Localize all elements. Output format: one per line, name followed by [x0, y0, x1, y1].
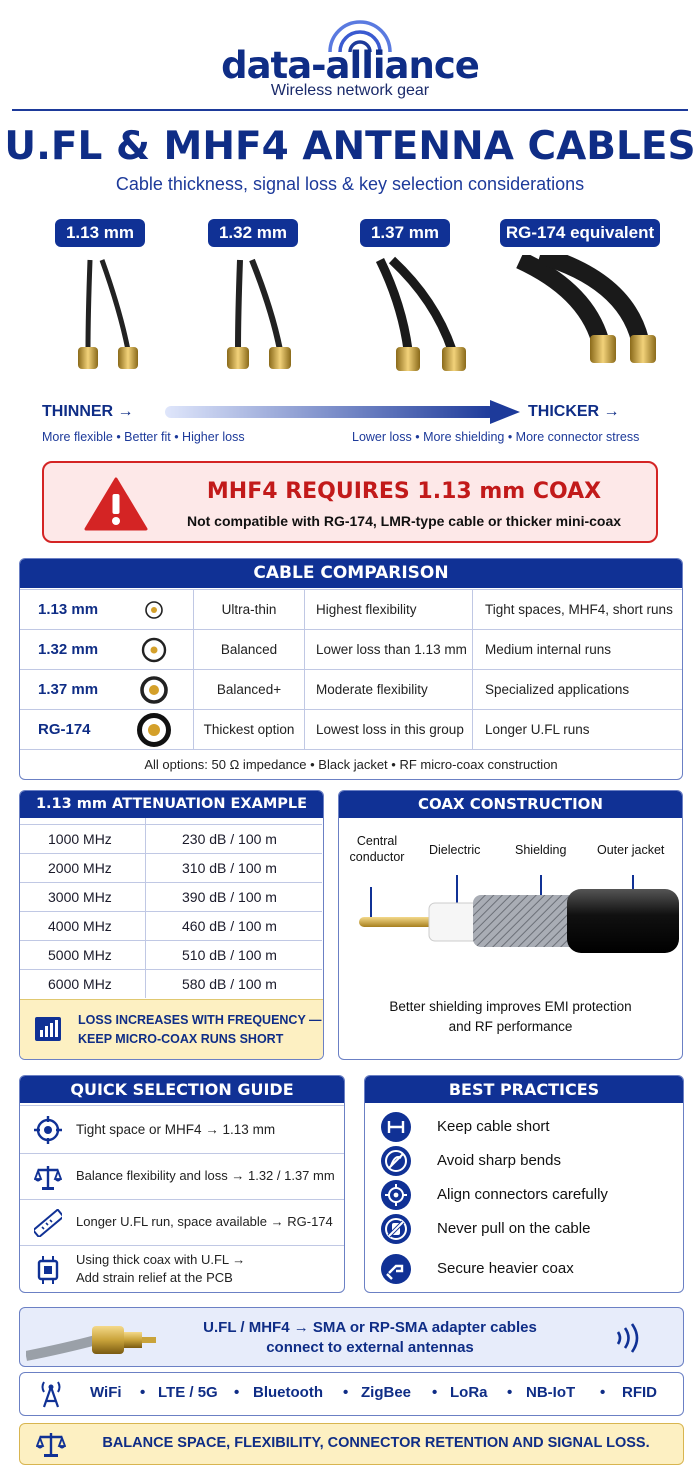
list-item: Never pull on the cable	[365, 1212, 683, 1246]
construction-title: COAX CONSTRUCTION	[339, 791, 682, 818]
warning-text: Not compatible with RG-174, LMR-type cable or thicker mini-coax	[186, 513, 622, 529]
adapter-banner	[19, 1307, 684, 1367]
cable-name: 1.13 mm	[38, 601, 99, 618]
table-row	[20, 589, 682, 629]
footer-text: BALANCE SPACE, FLEXIBILITY, CONNECTOR RETENTION AND SIGNAL LOSS.	[102, 1435, 650, 1451]
antenna-tower-icon	[36, 1379, 66, 1409]
outer-jacket-label: Outer jacket	[597, 843, 665, 857]
no-pull-icon	[381, 1214, 411, 1244]
table-row: 4000 MHz 460 dB / 100 m	[20, 911, 322, 940]
brand-header	[0, 0, 700, 110]
ruler-icon	[34, 1209, 62, 1237]
brand-tagline: Wireless network gear	[270, 82, 430, 99]
cable-name: 1.37 mm	[38, 681, 99, 698]
thicker-traits: Lower loss • More shielding • More connector stress	[352, 430, 640, 444]
cable-comparison-panel	[19, 558, 683, 780]
tech-zigbee: ZigBee	[361, 1384, 412, 1401]
thickness-cell: Balanced+	[216, 682, 282, 697]
thinner-label: THINNER →	[42, 403, 134, 420]
tech-nbiot: NB-IoT	[526, 1384, 576, 1401]
list-item: Longer U.FL run, space available → RG-174	[20, 1199, 344, 1245]
chip-icon	[34, 1256, 62, 1284]
shielding-label: Shielding	[515, 843, 567, 857]
cross-section-icon	[137, 713, 171, 747]
comparison-title: CABLE COMPARISON	[20, 559, 682, 588]
comparison-footer: All options: 50 Ω impedance • Black jacket • RF micro-coax construction	[20, 749, 682, 779]
cross-section-icon	[144, 600, 164, 620]
table-row	[20, 669, 682, 709]
coax-construction-panel	[338, 790, 683, 1060]
best-title: BEST PRACTICES	[365, 1076, 683, 1103]
tech-wifi: WiFi	[90, 1384, 122, 1401]
table-row	[20, 629, 682, 669]
balance-scale-icon	[34, 1163, 62, 1191]
cable-name: 1.32 mm	[38, 641, 99, 658]
thickness-cell: Balanced	[220, 642, 278, 657]
table-row: 2000 MHz 310 dB / 100 m	[20, 853, 322, 882]
page-subtitle: Cable thickness, signal loss & key selection considerations	[115, 174, 585, 194]
cross-section-icon	[140, 676, 168, 704]
use-cell: Medium internal runs	[485, 642, 612, 657]
page-title: U.FL & MHF4 ANTENNA CABLES	[4, 124, 696, 169]
thickness-cell: Ultra-thin	[221, 602, 277, 617]
thickness-cell: Thickest option	[203, 722, 295, 737]
quick-selection-panel	[19, 1075, 345, 1293]
cable-samples-illustration	[40, 255, 680, 385]
guide-title: QUICK SELECTION GUIDE	[20, 1076, 344, 1103]
list-item: Tight space or MHF4 → 1.13 mm	[20, 1105, 344, 1153]
warning-title: MHF4 REQUIRES 1.13 mm COAX	[206, 479, 602, 504]
thicker-label: THICKER →	[528, 403, 620, 420]
trait-cell: Lower loss than 1.13 mm	[316, 642, 467, 657]
warning-icon	[84, 477, 148, 531]
cable-name: RG-174	[38, 721, 91, 738]
adapter-line2: connect to external antennas	[266, 1339, 474, 1356]
table-row: 5000 MHz 510 dB / 100 m	[20, 940, 322, 969]
trait-cell: Lowest loss in this group	[316, 722, 464, 737]
central-conductor-label: Central conductor	[349, 834, 405, 864]
sma-connector-icon	[26, 1312, 166, 1362]
list-item: Keep cable short	[365, 1110, 683, 1144]
thickness-gradient-arrow	[165, 400, 520, 424]
list-item: Avoid sharp bends	[365, 1144, 683, 1178]
list-item: Secure heavier coax	[365, 1252, 683, 1286]
mhf4-warning-box	[42, 461, 658, 543]
size-pill-113: 1.13 mm	[55, 219, 145, 247]
table-row: 6000 MHz 580 dB / 100 m	[20, 969, 322, 998]
no-bend-icon	[381, 1146, 411, 1176]
tech-bluetooth: Bluetooth	[253, 1384, 323, 1401]
use-cell: Tight spaces, MHF4, short runs	[485, 602, 673, 617]
trait-cell: Highest flexibility	[316, 602, 417, 617]
crosshair-icon	[381, 1180, 411, 1210]
tech-lte: LTE / 5G	[158, 1384, 218, 1401]
bar-chart-icon	[34, 1016, 62, 1042]
coax-cutaway-illustration	[345, 865, 679, 985]
construction-note: Better shielding improves EMI protection and RF performance	[389, 999, 632, 1034]
table-row	[20, 709, 682, 749]
footer-banner	[19, 1423, 684, 1465]
list-item: Balance flexibility and loss → 1.32 / 1.37 mm	[20, 1153, 344, 1199]
dielectric-label: Dielectric	[429, 843, 481, 857]
target-icon	[34, 1116, 62, 1144]
brand-name: data-alliance	[221, 44, 479, 87]
adapter-line1: U.FL / MHF4 → SMA or RP-SMA adapter cables	[203, 1319, 537, 1336]
size-pill-137: 1.37 mm	[360, 219, 450, 247]
attenuation-panel	[19, 790, 324, 1060]
thinner-traits: More flexible • Better fit • Higher loss	[42, 430, 245, 444]
attenuation-title: 1.13 mm ATTENUATION EXAMPLE	[20, 791, 323, 818]
best-practices-panel	[364, 1075, 684, 1293]
cross-section-icon	[141, 637, 167, 663]
balance-scale-icon	[36, 1430, 66, 1458]
trait-cell: Moderate flexibility	[316, 682, 428, 697]
cable-clip-icon	[381, 1254, 411, 1284]
size-pill-rg174: RG-174 equivalent	[500, 219, 660, 247]
size-pill-132: 1.32 mm	[208, 219, 298, 247]
use-cell: Specialized applications	[485, 682, 630, 697]
table-row: 3000 MHz 390 dB / 100 m	[20, 882, 322, 911]
list-item: Using thick coax with U.FL → Add strain relief at the PCB	[20, 1245, 344, 1293]
header-divider	[12, 109, 688, 111]
use-cell: Longer U.FL runs	[485, 722, 590, 737]
table-row: 1000 MHz 230 dB / 100 m	[20, 824, 322, 853]
tech-lora: LoRa	[450, 1384, 488, 1401]
cable-length-icon	[381, 1112, 411, 1142]
attenuation-note: LOSS INCREASES WITH FREQUENCY — KEEP MICRO-COAX RUNS SHORT	[20, 999, 323, 1059]
list-item: Align connectors carefully	[365, 1178, 683, 1212]
tech-rfid: RFID	[622, 1384, 657, 1401]
signal-waves-icon	[614, 1322, 644, 1354]
